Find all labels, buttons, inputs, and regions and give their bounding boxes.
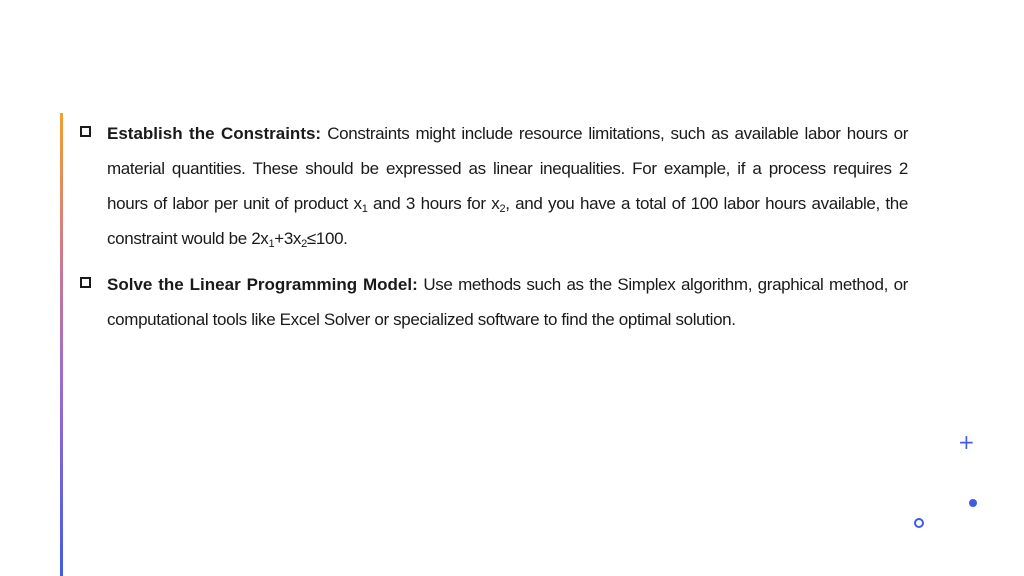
subscript: 1	[361, 203, 368, 215]
bullet-heading: Establish the Constraints:	[107, 124, 322, 143]
dot-decoration-icon	[969, 499, 977, 507]
plus-decoration-icon: +	[958, 430, 975, 454]
bullet-heading: Solve the Linear Programming Model:	[107, 275, 418, 294]
bullet-text: , and you have a total of 100 labor hours available, the constraint would be 2x	[107, 194, 909, 248]
bullet-text: +3x	[274, 229, 302, 248]
slide-content	[78, 116, 908, 348]
bullet-text: Use methods such as the Simplex algorithm, graphical method, or computational tools like Excel Solver or specialized software to find the optimal solution.	[107, 275, 908, 329]
bullet-establish-constraints	[78, 116, 908, 256]
bullet-solve-model	[78, 267, 908, 337]
subscript: 1	[268, 238, 275, 250]
subscript: 2	[301, 238, 307, 250]
subscript: 2	[499, 203, 506, 215]
ring-decoration-icon	[914, 518, 924, 528]
checkbox-bullet-icon	[80, 126, 91, 137]
bullet-text: Constraints might include resource limitations, such as available labor hours or material quantities. These should be expressed as linear inequalities. For example, if a process requires 2 hours of labor per unit of product x	[107, 124, 909, 213]
accent-bar	[60, 113, 63, 576]
checkbox-bullet-icon	[80, 277, 91, 288]
bullet-text: and 3 hours for x	[367, 194, 500, 213]
bullet-text: ≤100.	[306, 229, 348, 248]
